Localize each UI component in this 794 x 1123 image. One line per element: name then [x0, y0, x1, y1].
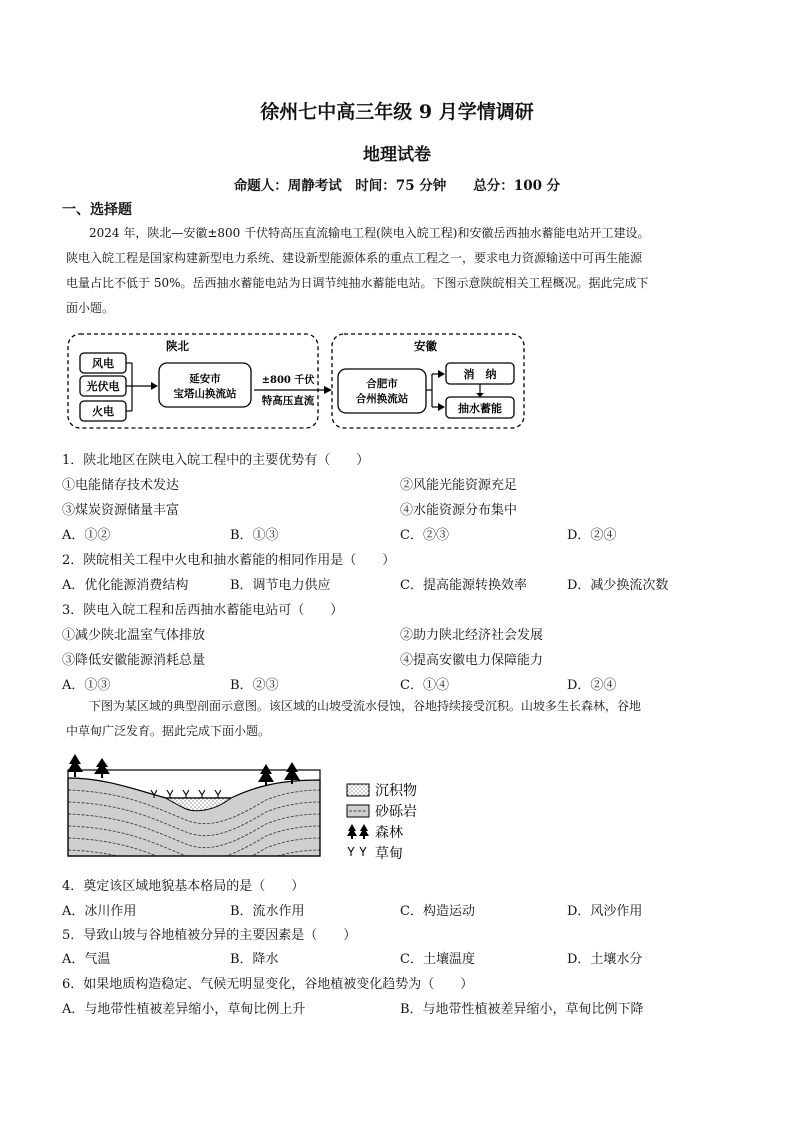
q3-option-c: C．①④: [400, 678, 449, 693]
section-heading: 一、选择题: [62, 202, 132, 218]
exam-meta: 命题人：周静考试 时间：75 分钟 总分：100 分: [233, 178, 561, 194]
q6-option-a: A．与地带性植被差异缩小，草甸比例上升: [62, 1002, 306, 1017]
station-baotashan: 宝塔山换流站: [173, 388, 237, 400]
q1-statement2: ②风能光能资源充足: [400, 478, 518, 493]
legend-forest: 森林: [375, 825, 403, 841]
legend-sediment-swatch: [347, 784, 369, 796]
legend-meadow: 草甸: [375, 846, 403, 862]
q1-option-a: A．①②: [62, 528, 111, 543]
q5-option-b: B．降水: [230, 952, 279, 967]
output-consume: 消 纳: [463, 368, 497, 381]
source-solar: 光伏电: [86, 380, 120, 393]
source-thermal: 火电: [92, 405, 114, 418]
q1-option-b: B．①③: [230, 528, 279, 543]
q3-statement1: ①减少陕北温室气体排放: [62, 628, 206, 643]
region-shaanbei: 陕北: [166, 339, 189, 353]
q3-option-a: A．①③: [62, 678, 111, 693]
q3-statement2: ②助力陕北经济社会发展: [400, 628, 544, 643]
q2-option-a: A．优化能源消费结构: [62, 578, 189, 593]
power-transmission-diagram: [66, 330, 528, 432]
q1-option-c: C．②③: [400, 528, 449, 543]
q3-statement3: ③降低安徽能源消耗总量: [62, 653, 206, 668]
q4-option-d: D．风沙作用: [567, 904, 643, 919]
passage1-line4: 面小题。: [66, 301, 115, 315]
cross-section-legend: [345, 780, 455, 864]
legend-forest-icon: [347, 824, 369, 839]
q5-option-a: A．气温: [62, 952, 111, 967]
output-pumped-storage: 抽水蓄能: [458, 402, 502, 415]
legend-sediment: 沉积物: [375, 783, 417, 799]
q2-option-c: C．提高能源转换效率: [400, 578, 527, 593]
cross-section-diagram: [66, 750, 326, 860]
q4-stem: 4．奠定该区域地貌基本格局的是（ ）: [62, 879, 305, 894]
q2-option-b: B．调节电力供应: [230, 578, 331, 593]
legend-meadow-icon: [348, 847, 366, 856]
q3-statement4: ④提高安徽电力保障能力: [400, 653, 544, 668]
q1-statement4: ④水能资源分布集中: [400, 503, 518, 518]
q3-stem: 3．陕电入皖工程和岳西抽水蓄能电站可（ ）: [62, 603, 344, 618]
station-hefei: 合肥市: [366, 378, 398, 390]
passage1-line1: 2024 年，陕北—安徽±800 千伏特高压直流输电工程(陕电入皖工程)和安徽岳西抽水蓄能电站开工建设。: [89, 226, 650, 240]
exam-title: 徐州七中高三年级 9 月学情调研: [260, 101, 534, 123]
source-wind: 风电: [92, 357, 114, 370]
q3-option-d: D．②④: [567, 678, 617, 693]
q1-stem: 1．陕北地区在陕电入皖工程中的主要优势有（ ）: [62, 453, 370, 468]
q1-option-d: D．②④: [567, 528, 617, 543]
q3-option-b: B．②③: [230, 678, 279, 693]
q5-option-c: C．土壤温度: [400, 952, 475, 967]
passage2-line2: 中草甸广泛发育。据此完成下面小题。: [66, 724, 271, 738]
passage1-line2: 陕电入皖工程是国家构建新型电力系统、建设新型能源体系的重点工程之一，要求电力资源输送中可再生能源: [66, 251, 643, 265]
region-anhui: 安徽: [414, 339, 437, 353]
q1-statement1: ①电能储存技术发达: [62, 478, 180, 493]
q2-stem: 2．陕皖相关工程中火电和抽水蓄能的相同作用是（ ）: [62, 553, 396, 568]
q4-option-b: B．流水作用: [230, 904, 305, 919]
q5-option-d: D．土壤水分: [567, 952, 643, 967]
station-yanan: 延安市: [189, 373, 221, 385]
link-voltage: ±800 千伏: [261, 375, 315, 386]
link-type: 特高压直流: [261, 395, 315, 407]
q4-option-a: A．冰川作用: [62, 904, 137, 919]
passage2-line1: 下图为某区域的典型剖面示意图。该区域的山坡受流水侵蚀，谷地持续接受沉积。山坡多生长森林，谷地: [89, 699, 642, 713]
q6-option-b: B．与地带性植被差异缩小，草甸比例下降: [400, 1002, 644, 1017]
passage1-line3: 电量占比不低于 50%。岳西抽水蓄能电站为日调节纯抽水蓄能电站。下图示意陕皖相关工程概况。据此完成下: [66, 276, 649, 290]
q4-option-c: C．构造运动: [400, 904, 475, 919]
subject-title: 地理试卷: [363, 145, 431, 165]
q5-stem: 5．导致山坡与谷地植被分异的主要因素是（ ）: [62, 928, 357, 943]
station-hezhou: 合州换流站: [355, 393, 409, 405]
q1-statement3: ③煤炭资源储量丰富: [62, 503, 180, 518]
legend-conglomerate: 砂砾岩: [375, 804, 417, 820]
q2-option-d: D．减少换流次数: [567, 578, 669, 593]
q6-stem: 6．如果地质构造稳定、气候无明显变化，谷地植被变化趋势为（ ）: [62, 977, 474, 992]
